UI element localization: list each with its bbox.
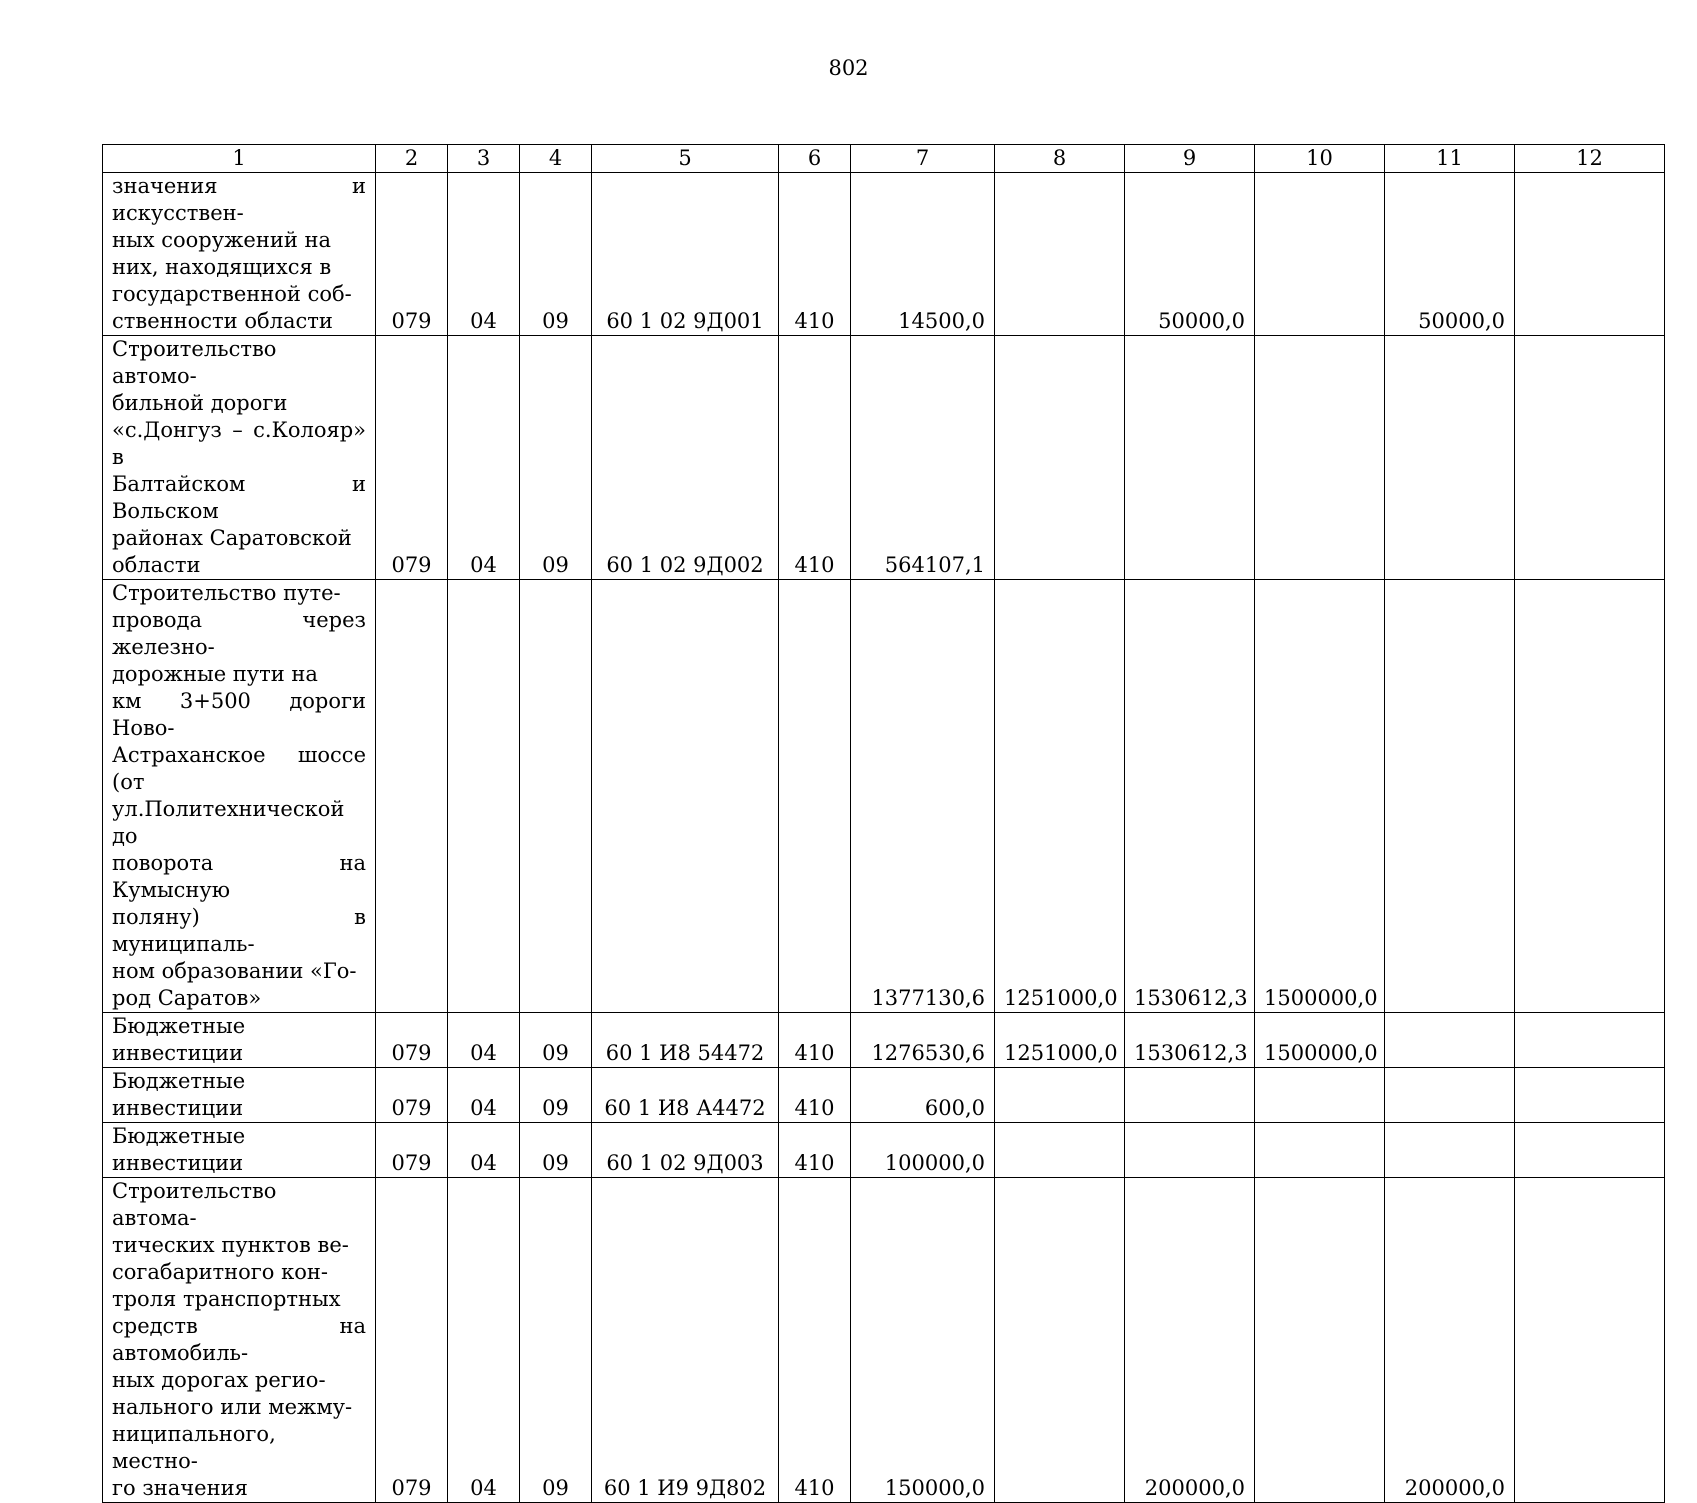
row-name-cell: Бюджетные инвестиции	[103, 1013, 376, 1068]
cell-ministry-code: 079	[376, 1013, 448, 1068]
cell-amount-8	[995, 1068, 1125, 1123]
row-name-cell: Бюджетные инвестиции	[103, 1123, 376, 1178]
column-header: 8	[995, 145, 1125, 173]
cell-target-article	[592, 580, 779, 1013]
cell-amount-11	[1385, 1068, 1515, 1123]
cell-amount-11	[1385, 580, 1515, 1013]
row-name-cell: Строительство путе- провода через железно- дорожные пути на км 3+500 дороги Ново- Астраханское шоссе (от ул.Политехнической до поворота на Кумысную поляну) в муниципаль- ном образовании «Го- род Саратов»	[103, 580, 376, 1013]
column-header: 2	[376, 145, 448, 173]
cell-ministry-code	[376, 580, 448, 1013]
cell-amount-11	[1385, 336, 1515, 580]
cell-amount-9: 50000,0	[1125, 173, 1255, 336]
cell-amount-11: 50000,0	[1385, 173, 1515, 336]
cell-amount-12	[1515, 336, 1665, 580]
header-row	[103, 145, 1665, 173]
cell-amount-11	[1385, 1123, 1515, 1178]
cell-subsection: 09	[520, 173, 592, 336]
cell-amount-9: 1530612,3	[1125, 1013, 1255, 1068]
cell-amount-10: 1500000,0	[1255, 580, 1385, 1013]
cell-expense-type: 410	[779, 1123, 851, 1178]
table-row	[103, 1068, 1665, 1123]
cell-amount-10	[1255, 1178, 1385, 1503]
cell-amount-12	[1515, 1178, 1665, 1503]
cell-amount-10	[1255, 173, 1385, 336]
cell-amount-9: 1530612,3	[1125, 580, 1255, 1013]
row-name-cell: значения и искусствен- ных сооружений на них, находящихся в государственной соб- ственности области	[103, 173, 376, 336]
cell-amount-9	[1125, 336, 1255, 580]
cell-expense-type: 410	[779, 1178, 851, 1503]
cell-subsection: 09	[520, 336, 592, 580]
column-header: 10	[1255, 145, 1385, 173]
cell-amount-11: 200000,0	[1385, 1178, 1515, 1503]
column-header: 3	[448, 145, 520, 173]
row-name-cell: Бюджетные инвестиции	[103, 1068, 376, 1123]
cell-amount-10: 1500000,0	[1255, 1013, 1385, 1068]
cell-target-article: 60 1 И8 А4472	[592, 1068, 779, 1123]
cell-subsection: 09	[520, 1123, 592, 1178]
column-header: 12	[1515, 145, 1665, 173]
column-header: 4	[520, 145, 592, 173]
cell-ministry-code: 079	[376, 1178, 448, 1503]
cell-amount-8	[995, 1123, 1125, 1178]
cell-subsection	[520, 580, 592, 1013]
column-header: 5	[592, 145, 779, 173]
cell-expense-type: 410	[779, 173, 851, 336]
cell-target-article: 60 1 02 9Д001	[592, 173, 779, 336]
cell-target-article: 60 1 02 9Д003	[592, 1123, 779, 1178]
cell-amount-12	[1515, 1123, 1665, 1178]
row-name-cell: Строительство автомо- бильной дороги «с.Донгуз – с.Колояр» в Балтайском и Вольском районах Саратовской области	[103, 336, 376, 580]
cell-amount-9: 200000,0	[1125, 1178, 1255, 1503]
cell-expense-type: 410	[779, 336, 851, 580]
cell-amount-12	[1515, 173, 1665, 336]
cell-ministry-code: 079	[376, 336, 448, 580]
cell-subsection: 09	[520, 1068, 592, 1123]
cell-amount-7: 1276530,6	[851, 1013, 995, 1068]
cell-amount-7: 1377130,6	[851, 580, 995, 1013]
cell-section	[448, 580, 520, 1013]
column-header: 11	[1385, 145, 1515, 173]
cell-amount-8	[995, 173, 1125, 336]
cell-amount-12	[1515, 1068, 1665, 1123]
cell-amount-7: 150000,0	[851, 1178, 995, 1503]
cell-subsection: 09	[520, 1178, 592, 1503]
cell-amount-7: 600,0	[851, 1068, 995, 1123]
cell-section: 04	[448, 1123, 520, 1178]
table-row	[103, 1013, 1665, 1068]
cell-amount-10	[1255, 1068, 1385, 1123]
column-header: 1	[103, 145, 376, 173]
cell-amount-11	[1385, 1013, 1515, 1068]
cell-section: 04	[448, 336, 520, 580]
cell-amount-12	[1515, 1013, 1665, 1068]
cell-amount-12	[1515, 580, 1665, 1013]
table-row	[103, 1123, 1665, 1178]
cell-subsection: 09	[520, 1013, 592, 1068]
cell-amount-7: 14500,0	[851, 173, 995, 336]
cell-target-article: 60 1 02 9Д002	[592, 336, 779, 580]
cell-section: 04	[448, 1013, 520, 1068]
cell-section: 04	[448, 173, 520, 336]
page-number: 802	[828, 56, 869, 80]
cell-ministry-code: 079	[376, 1068, 448, 1123]
cell-amount-10	[1255, 1123, 1385, 1178]
table-row	[103, 1178, 1665, 1503]
table-row	[103, 580, 1665, 1013]
cell-expense-type: 410	[779, 1013, 851, 1068]
row-name-cell: Строительство автома- тических пунктов ве- согабаритного кон- троля транспортных средств на автомобиль- ных дорогах регио- нального или межму- ниципального, местно- го значения	[103, 1178, 376, 1503]
cell-amount-10	[1255, 336, 1385, 580]
cell-section: 04	[448, 1178, 520, 1503]
table-row	[103, 336, 1665, 580]
cell-amount-8	[995, 336, 1125, 580]
cell-expense-type: 410	[779, 1068, 851, 1123]
cell-amount-7: 100000,0	[851, 1123, 995, 1178]
column-header: 6	[779, 145, 851, 173]
cell-amount-9	[1125, 1068, 1255, 1123]
cell-section: 04	[448, 1068, 520, 1123]
column-header: 9	[1125, 145, 1255, 173]
cell-amount-9	[1125, 1123, 1255, 1178]
cell-ministry-code: 079	[376, 1123, 448, 1178]
cell-target-article: 60 1 И8 54472	[592, 1013, 779, 1068]
cell-ministry-code: 079	[376, 173, 448, 336]
table-row	[103, 173, 1665, 336]
cell-amount-8: 1251000,0	[995, 580, 1125, 1013]
cell-amount-7: 564107,1	[851, 336, 995, 580]
column-header: 7	[851, 145, 995, 173]
cell-expense-type	[779, 580, 851, 1013]
cell-amount-8	[995, 1178, 1125, 1503]
budget-table	[102, 144, 1665, 1503]
cell-target-article: 60 1 И9 9Д802	[592, 1178, 779, 1503]
cell-amount-8: 1251000,0	[995, 1013, 1125, 1068]
